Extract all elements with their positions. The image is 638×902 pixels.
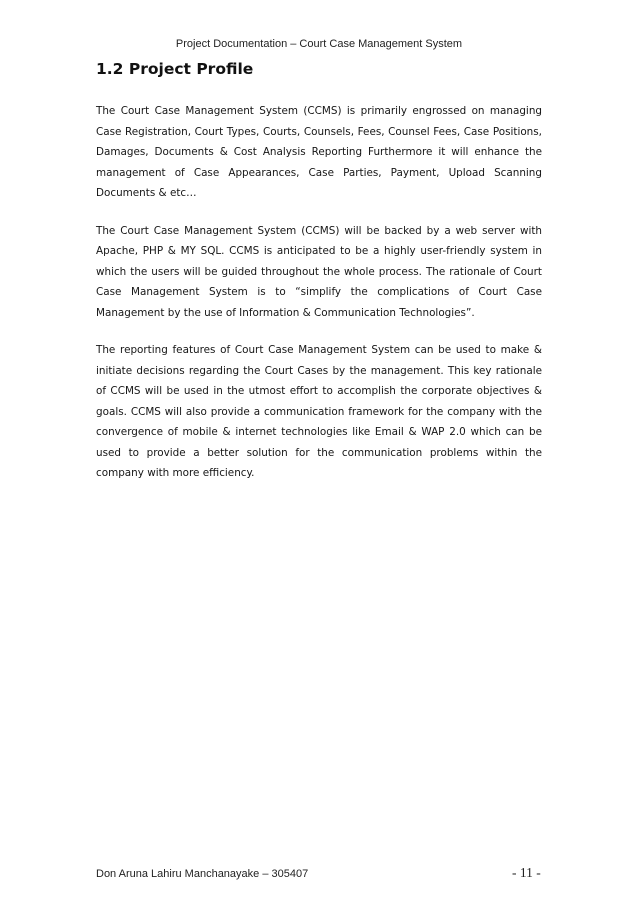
paragraph-overview: The Court Case Management System (CCMS) is primarily engrossed on managing Case Registration, Court Types, Courts, Counsels, Fees, Counsel Fees, Case Positions, Damages, Documents & Cost Analysis Reporting Furthermore it will enhance the management of Case Appearances, Case Parties, Payment, Upload Scanning Documents & etc… — [96, 105, 542, 199]
section-body — [96, 101, 542, 501]
section-title: 1.2 Project Profile — [96, 60, 254, 78]
paragraph-technology: The Court Case Management System (CCMS) will be backed by a web server with Apache, PHP & MY SQL. CCMS is anticipated to be a highly user-friendly system in which the users will be guided throughout the whole process. The rationale of Court Case Management System is to “simplify the complications of Court Case Management by the use of Information & Communication Technologies”. — [96, 224, 542, 319]
paragraph-reporting: The reporting features of Court Case Management System can be used to make & initiate decisions regarding the Court Cases by the management. This key rationale of CCMS will be used in the utmost effort to accomplish the corporate objectives & goals. CCMS will also provide a communication framework for the company with the convergence of mobile & internet technologies like Email & WAP 2.0 which can be used to provide a better solution for the communication problems within the company with more efficiency. — [96, 344, 542, 479]
page-header: Project Documentation – Court Case Management System — [175, 38, 463, 50]
footer-author: Don Aruna Lahiru Manchanayake – 305407 — [96, 868, 309, 880]
page-number: - 11 - — [512, 865, 541, 880]
